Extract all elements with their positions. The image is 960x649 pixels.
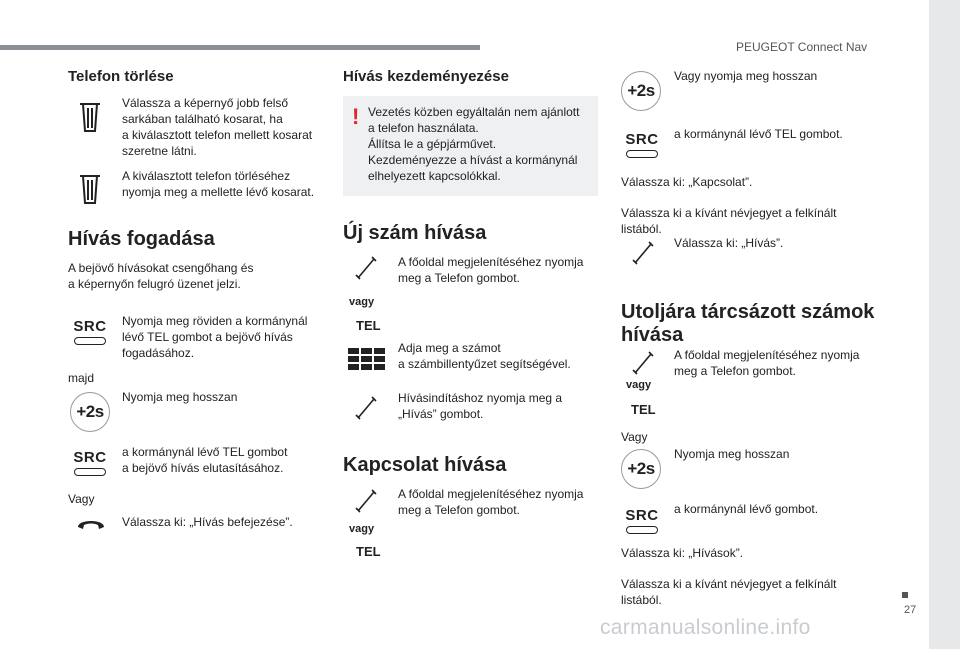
right-step-2: a kormánynál lévő TEL gombot. bbox=[674, 127, 843, 141]
section-title-receive: Hívás fogadása bbox=[68, 228, 215, 250]
section-title-delete: Telefon törlése bbox=[68, 68, 174, 85]
receive-step-1: Nyomja meg röviden a kormánynál lévő TEL gombot a bejövő hívás fogadásához. bbox=[122, 314, 308, 360]
new-step-3: Hívásindításhoz nyomja meg a „Hívás” gombot. bbox=[398, 391, 563, 421]
watermark: carmanualsonline.info bbox=[600, 616, 811, 639]
right-step-7: Nyomja meg hosszan bbox=[674, 447, 790, 461]
new-step-2: Adja meg a számot a számbillentyűzet segítségével. bbox=[398, 341, 571, 371]
vagy-small-label: vagy bbox=[349, 523, 375, 535]
trash-icon bbox=[78, 172, 102, 206]
section-marker bbox=[902, 592, 908, 598]
section-title-new-number: Új szám hívása bbox=[343, 222, 487, 244]
new-step-1: A főoldal megjelenítéséhez nyomja meg a Telefon gombot. bbox=[398, 255, 584, 285]
vagy-small-label: vagy bbox=[349, 296, 375, 308]
src-steering-icon: SRC bbox=[72, 449, 108, 477]
src-steering-icon: SRC bbox=[72, 318, 108, 346]
right-step-3: Válassza ki: „Kapcsolat”. bbox=[621, 175, 753, 189]
tel-label: TEL bbox=[631, 402, 656, 417]
long-press-2s-icon: +2s bbox=[621, 71, 661, 111]
phone-icon bbox=[630, 240, 656, 266]
phone-icon bbox=[353, 488, 379, 514]
top-rule bbox=[0, 45, 480, 50]
phone-icon bbox=[353, 395, 379, 421]
tel-label: TEL bbox=[356, 544, 381, 559]
majd-label: majd bbox=[68, 371, 95, 385]
delete-step-2: A kiválasztott telefon törléséhez nyomja meg a mellette lévő kosarat. bbox=[122, 169, 315, 199]
vagy-small-label: vagy bbox=[626, 379, 652, 391]
phone-icon bbox=[353, 255, 379, 281]
receive-step-2: Nyomja meg hosszan bbox=[122, 390, 238, 404]
right-step-10: Válassza ki a kívánt névjegyet a felkínált listából. bbox=[621, 577, 837, 607]
receive-step-3: a kormánynál lévő TEL gombot a bejövő hívás elutasításához. bbox=[122, 445, 288, 475]
keypad-icon bbox=[347, 346, 385, 372]
vagy-label: Vagy bbox=[621, 430, 648, 444]
right-step-5: Válassza ki: „Hívás”. bbox=[674, 236, 784, 250]
vagy-label: Vagy bbox=[68, 492, 95, 506]
right-step-1: Vagy nyomja meg hosszan bbox=[674, 69, 818, 83]
header-title: PEUGEOT Connect Nav bbox=[736, 40, 868, 54]
trash-icon bbox=[78, 100, 102, 134]
tel-label: TEL bbox=[356, 318, 381, 333]
src-steering-icon: SRC bbox=[624, 131, 660, 159]
right-step-8: a kormánynál lévő gombot. bbox=[674, 502, 819, 516]
src-steering-icon: SRC bbox=[624, 507, 660, 535]
delete-step-1: Válassza a képernyő jobb felső sarkában található kosarat, ha a kiválasztott telefon mellett kosarat szeretne látni. bbox=[122, 96, 313, 158]
warning-text: Vezetés közben egyáltalán nem ajánlott a telefon használata. Állítsa le a gépjárművet. Kezdeményezze a hívást a kormánynál elhelyezett kapcsolókkal. bbox=[368, 105, 580, 183]
right-step-9: Válassza ki: „Hívások”. bbox=[621, 546, 744, 560]
section-title-last-called: Utoljára tárcsázott számok hívása bbox=[621, 301, 875, 346]
phone-icon bbox=[630, 350, 656, 376]
receive-step-4: Válassza ki: „Hívás befejezése”. bbox=[122, 515, 293, 529]
hang-up-icon bbox=[74, 512, 108, 534]
receive-intro: A bejövő hívásokat csengőhang és a képernyőn felugró üzenet jelzi. bbox=[68, 261, 254, 291]
long-press-2s-icon: +2s bbox=[70, 392, 110, 432]
contact-step-1: A főoldal megjelenítéséhez nyomja meg a Telefon gombot. bbox=[398, 487, 584, 517]
right-step-4: Válassza ki a kívánt névjegyet a felkínált listából. bbox=[621, 206, 837, 236]
page-number: 27 bbox=[904, 604, 917, 616]
warning-icon: ! bbox=[352, 104, 360, 129]
section-title-contact: Kapcsolat hívása bbox=[343, 454, 507, 476]
side-strip bbox=[929, 0, 960, 649]
long-press-2s-icon: +2s bbox=[621, 449, 661, 489]
right-step-6: A főoldal megjelenítéséhez nyomja meg a Telefon gombot. bbox=[674, 348, 860, 378]
section-title-start-call: Hívás kezdeményezése bbox=[343, 68, 509, 85]
